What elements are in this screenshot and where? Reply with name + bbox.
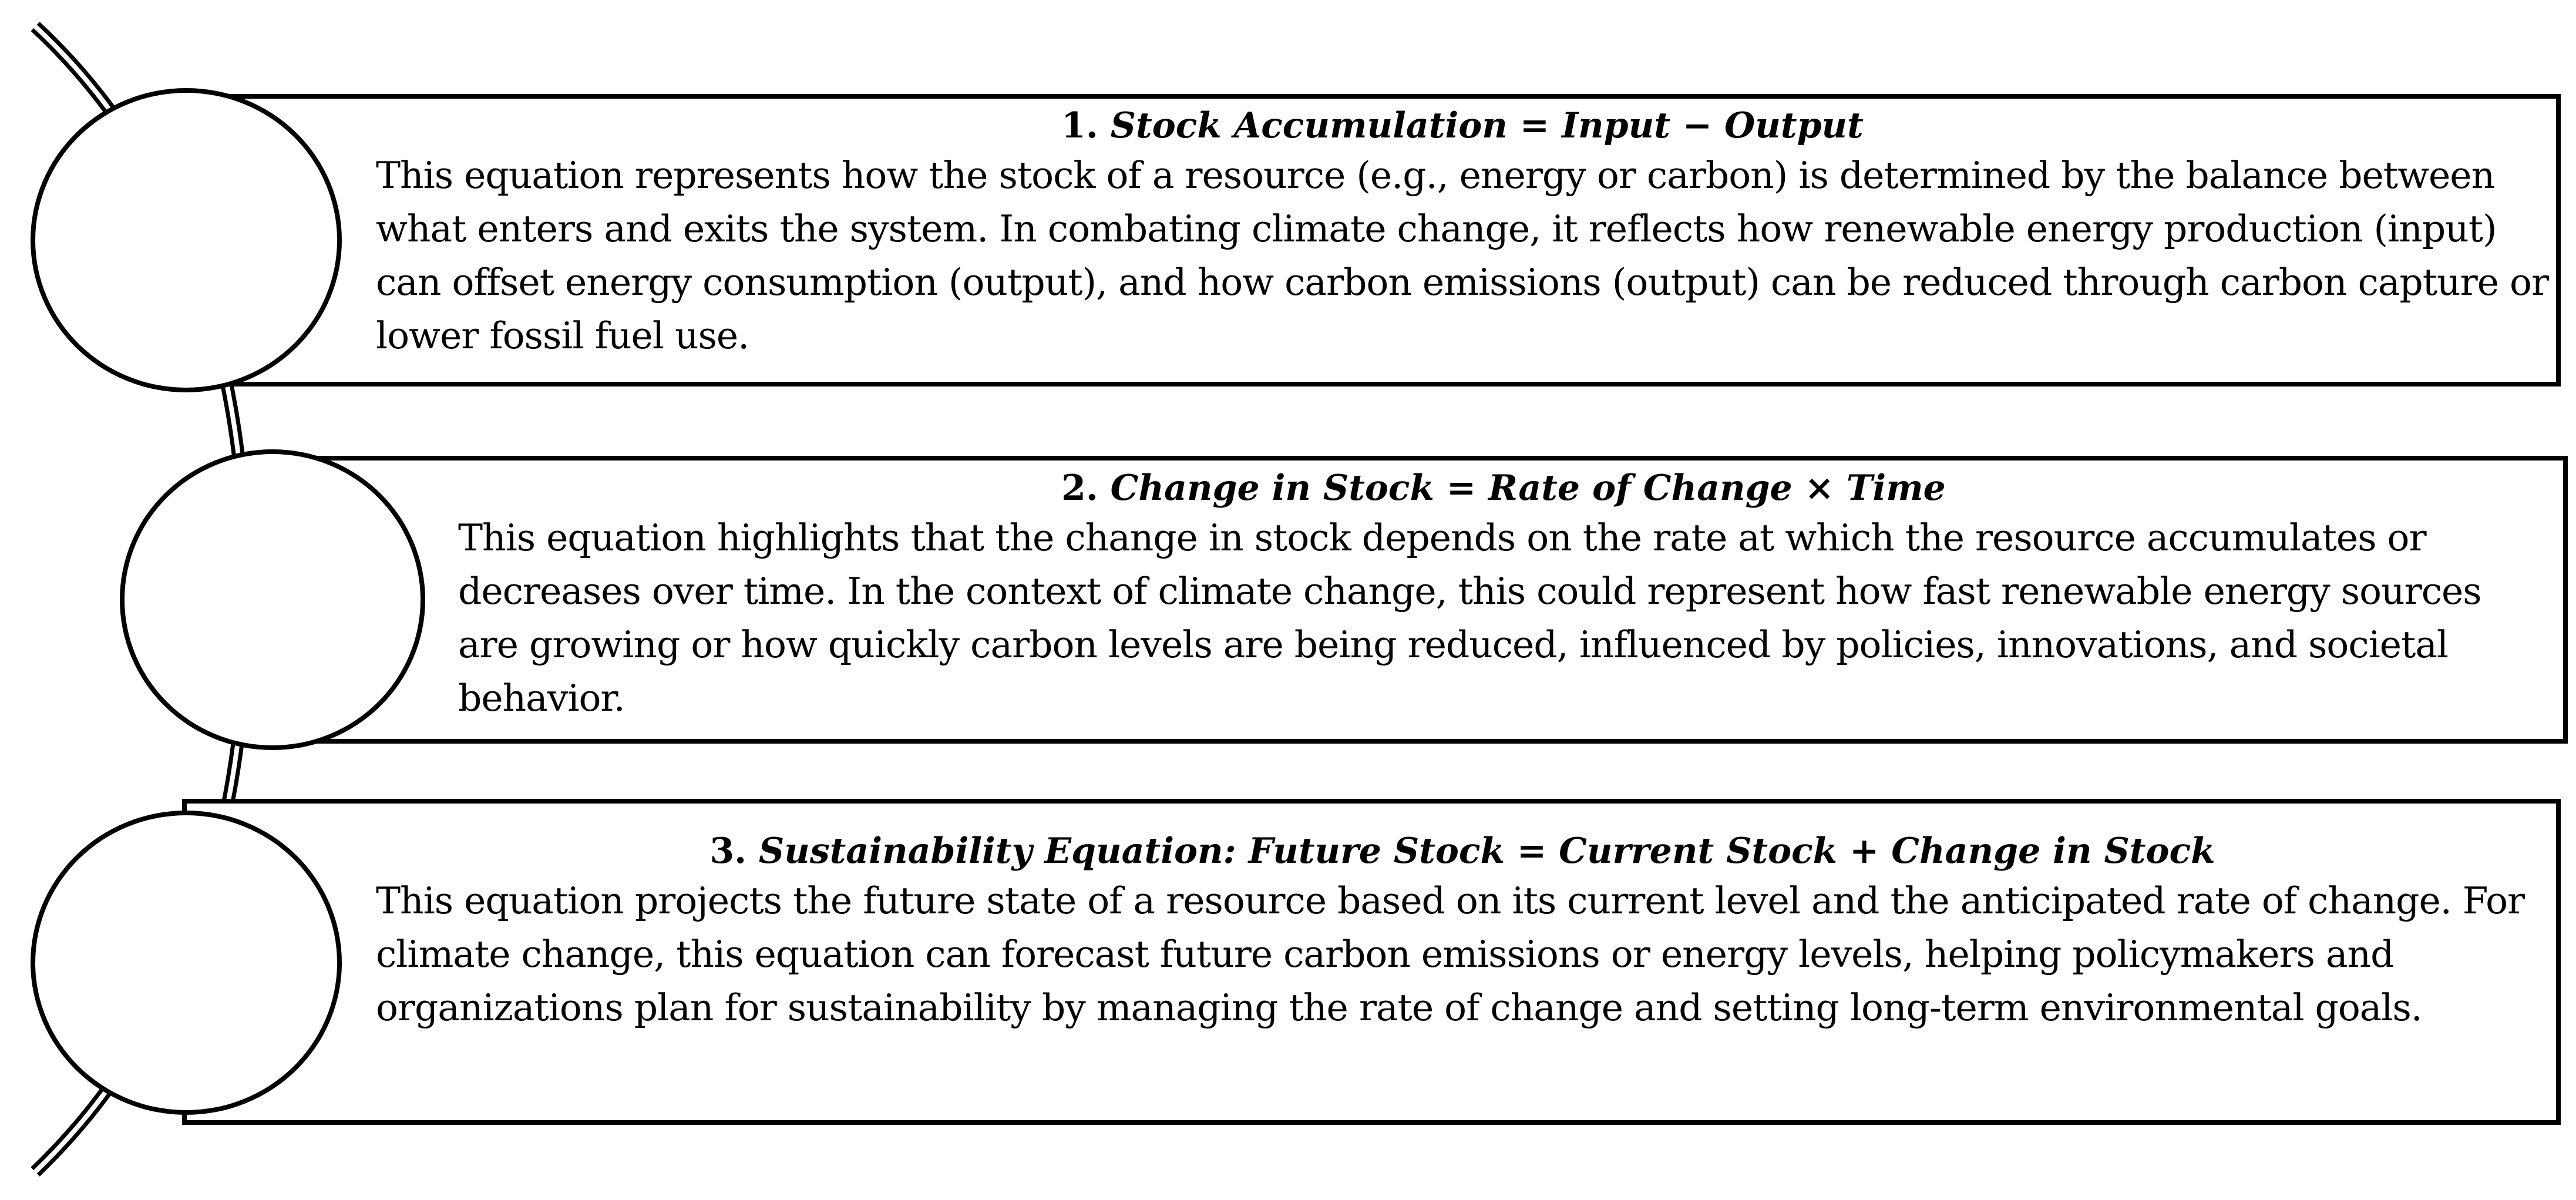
step-1-circle: [31, 88, 342, 392]
step-3-number: 3.: [709, 831, 746, 872]
step-1-title: [376, 103, 2549, 149]
step-2-description: This equation highlights that the change in stock depends on the rate at which the resource accumulates or decreases over time. In the context of climate change, this could represent how fast renewable energy sources are growing or how quickly carbon levels are being reduced, influenced by policies, innovations, and societal behavior.: [458, 516, 2481, 720]
step-1-content: [376, 103, 2549, 362]
step-2-title: [458, 465, 2549, 511]
step-2-number: 2.: [1061, 468, 1098, 509]
step-2-equation: Change in Stock = Rate of Change × Time: [1110, 468, 1946, 509]
step-3-equation: Sustainability Equation: Future Stock = Current Stock + Change in Stock: [758, 831, 2215, 872]
step-1-number: 1.: [1061, 105, 1098, 146]
step-3-title: [376, 828, 2549, 874]
step-2-content: [458, 465, 2549, 725]
step-3-circle: [31, 811, 342, 1115]
step-3-description: This equation projects the future state of a resource based on its current level and the anticipated rate of change. For climate change, this equation can forecast future carbon emissions or energy levels, helping policymakers and organizations plan for sustainability by managing the rate of change and setting long-term environmental goals.: [376, 879, 2525, 1029]
step-3-content: [376, 828, 2549, 1034]
step-2-circle: [120, 449, 425, 750]
step-1-equation: Stock Accumulation = Input − Output: [1110, 105, 1864, 146]
step-1-description: This equation represents how the stock of a resource (e.g., energy or carbon) is determined by the balance between what enters and exits the system. In combating climate change, it reflects how renewable energy production (input) can offset energy consumption (output), and how carbon emissions (output) can be reduced through carbon capture or lower fossil fuel use.: [376, 154, 2549, 357]
